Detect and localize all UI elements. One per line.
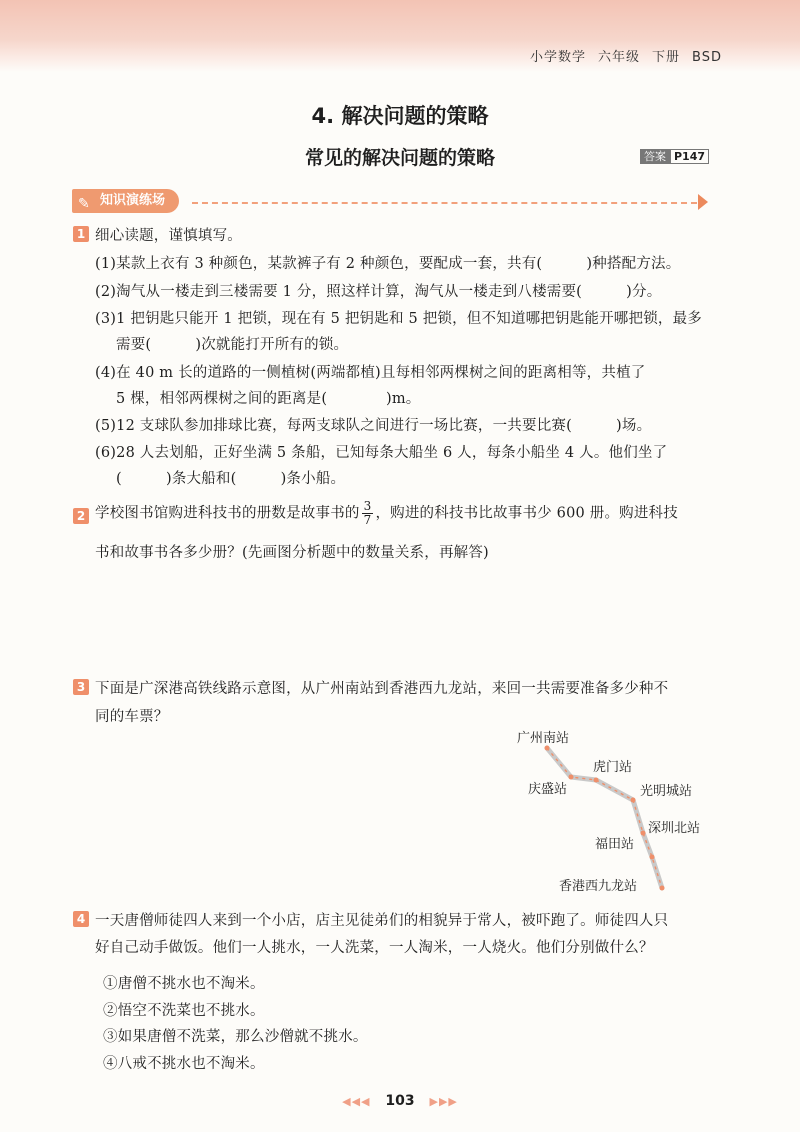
question-number-1: 1 bbox=[73, 226, 89, 242]
q1-line-8: (6)28 人去划船，正好坐满 5 条船，已知每条大船坐 6 人，每条小船坐 4 人。他们坐了 bbox=[95, 445, 668, 461]
question-number-3: 3 bbox=[73, 679, 89, 695]
station-marker bbox=[545, 746, 550, 751]
prev-arrows-icon: ◀◀◀ bbox=[342, 1095, 371, 1108]
fraction-numerator: 3 bbox=[363, 499, 372, 513]
station-marker bbox=[641, 831, 646, 836]
section-label: 知识演练场 bbox=[100, 193, 166, 208]
fraction-denominator: 7 bbox=[363, 513, 372, 527]
chapter-title: 4. 解决问题的策略 bbox=[311, 104, 489, 128]
station-label: 香港西九龙站 bbox=[559, 879, 638, 894]
q1-line-6: 5 棵，相邻两棵树之间的距离是( )m。 bbox=[116, 391, 421, 407]
q2-text-before: 学校图书馆购进科技书的册数是故事书的 bbox=[95, 505, 360, 522]
answer-label: 答案 bbox=[640, 149, 670, 164]
q1-line-7: (5)12 支球队参加排球比赛，每两支球队之间进行一场比赛，一共要比赛( )场。 bbox=[95, 418, 652, 434]
station-label: 广州南站 bbox=[517, 731, 570, 746]
q1-line-4: 需要( )次就能打开所有的锁。 bbox=[116, 337, 349, 353]
station-marker bbox=[594, 778, 599, 783]
q4-clue-4: ④八戒不挑水也不淘米。 bbox=[103, 1056, 265, 1072]
station-marker bbox=[569, 775, 574, 780]
station-marker bbox=[631, 798, 636, 803]
subject: 小学数学 bbox=[530, 50, 587, 65]
q2-line-2: 书和故事书各多少册？(先画图分析题中的数量关系，再解答) bbox=[95, 545, 489, 561]
station-marker bbox=[650, 855, 655, 860]
q4-clue-2: ②悟空不洗菜也不挑水。 bbox=[103, 1003, 265, 1019]
q1-line-9: ( )条大船和( )条小船。 bbox=[116, 471, 346, 487]
station-label: 庆盛站 bbox=[528, 782, 568, 797]
q1-line-1: (1)某款上衣有 3 种颜色，某款裤子有 2 种颜色，要配成一套，共有( )种搭配方法。 bbox=[95, 256, 681, 272]
answer-page: P147 bbox=[670, 149, 709, 164]
edition: BSD bbox=[692, 50, 722, 65]
q1-line-3: (3)1 把钥匙只能开 1 把锁，现在有 5 把钥匙和 5 把锁，但不知道哪把钥匙能开哪把锁，最多 bbox=[95, 311, 703, 327]
next-arrows-icon: ▶▶▶ bbox=[429, 1095, 458, 1108]
volume: 下册 bbox=[652, 50, 681, 65]
grade: 六年级 bbox=[598, 50, 641, 65]
page-footer bbox=[0, 1093, 800, 1109]
station-label: 光明城站 bbox=[640, 784, 693, 799]
q4-clue-1: ①唐僧不挑水也不淘米。 bbox=[103, 976, 265, 992]
q1-intro: 细心读题，谨慎填写。 bbox=[95, 228, 242, 244]
q4-line-2: 好自己动手做饭。他们一人挑水，一人洗菜，一人淘米，一人烧火。他们分别做什么？ bbox=[95, 940, 654, 956]
q4-clue-3: ③如果唐僧不洗菜，那么沙僧就不挑水。 bbox=[103, 1029, 368, 1045]
station-label: 福田站 bbox=[595, 837, 635, 852]
q1-line-2: (2)淘气从一楼走到三楼需要 1 分，照这样计算，淘气从一楼走到八楼需要( )分。 bbox=[95, 284, 662, 300]
q3-line-1: 下面是广深港高铁线路示意图，从广州南站到香港西九龙站，来回一共需要准备多少种不 bbox=[95, 681, 669, 697]
lesson-title: 常见的解决问题的策略 bbox=[304, 147, 495, 169]
station-marker bbox=[660, 886, 665, 891]
station-label: 深圳北站 bbox=[648, 821, 701, 836]
station-label: 虎门站 bbox=[593, 760, 633, 775]
q3-line-2: 同的车票？ bbox=[95, 709, 169, 725]
question-number-2: 2 bbox=[73, 508, 89, 524]
page-number: 103 bbox=[385, 1093, 415, 1109]
question-number-4: 4 bbox=[73, 911, 89, 927]
q2-text-after: ，购进的科技书比故事书少 600 册。购进科技 bbox=[375, 505, 678, 522]
pencil-runner-icon: ✎ bbox=[78, 196, 90, 212]
q1-line-5: (4)在 40 m 长的道路的一侧植树(两端都植)且每相邻两棵树之间的距离相等，共植了 bbox=[95, 365, 646, 381]
q4-line-1: 一天唐僧师徒四人来到一个小店，店主见徒弟们的相貌异于常人，被吓跑了。师徒四人只 bbox=[95, 913, 669, 929]
